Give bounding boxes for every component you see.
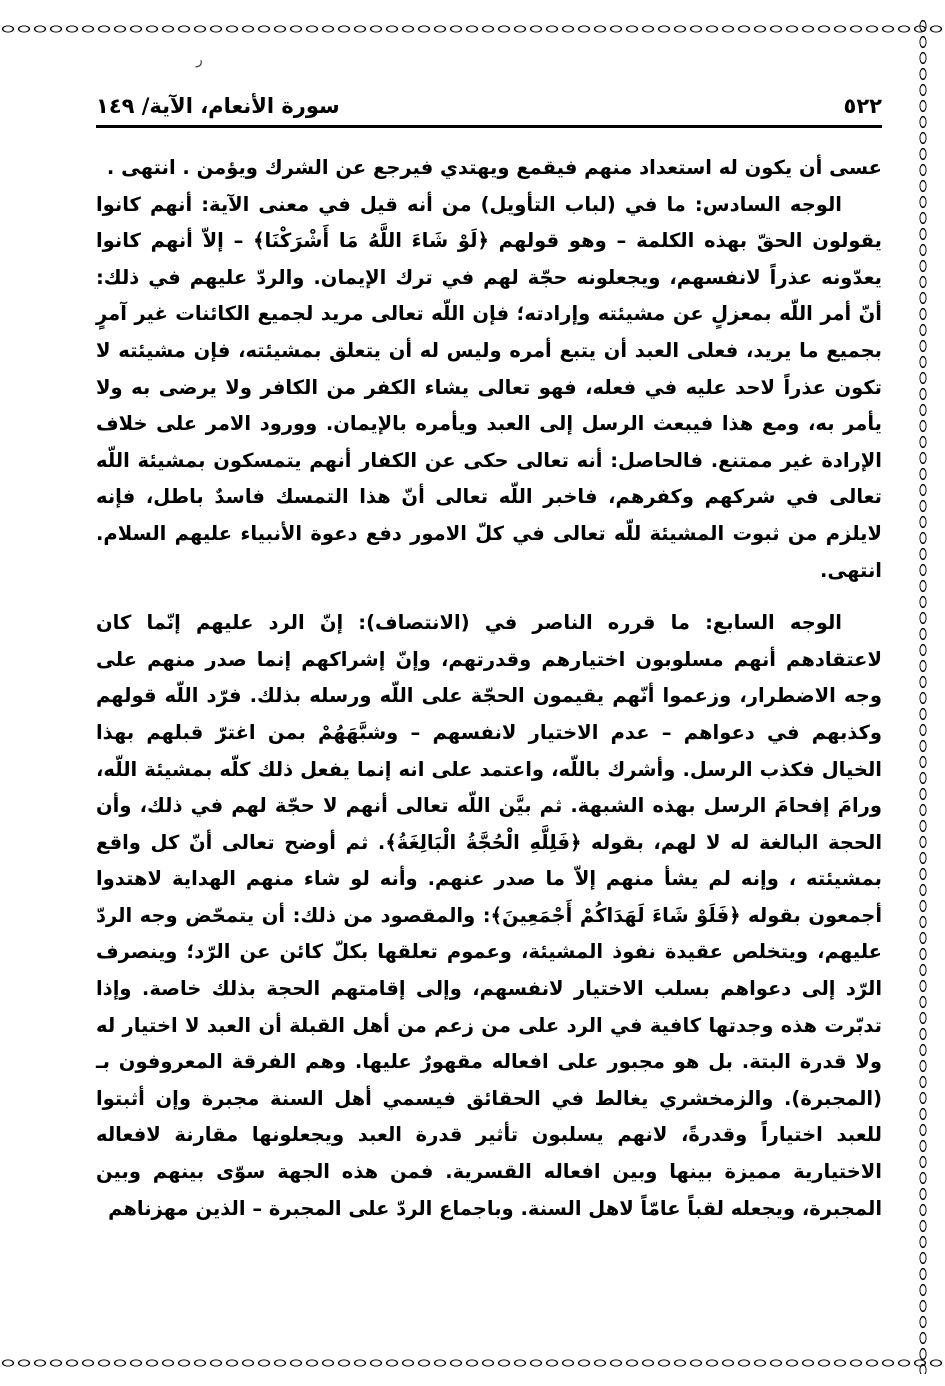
ornamental-border-bottom xyxy=(0,1352,945,1374)
ornamental-border-top xyxy=(0,18,945,40)
ornamental-border-right xyxy=(915,18,931,1374)
stray-mark: ر xyxy=(196,52,203,68)
paragraph-sixth-aspect: الوجه السادس: ما في (لباب التأويل) من أنه قيل في معنى الآية: أنهم كانوا يقولون الحقّ بهذه الكلمة – وهو قولهم ﴿لَوْ شَاءَ اللَّهُ مَا أَشْرَكْنَا﴾ – إلاّ أنهم كانوا يعدّونه عذراً لانفسهم، ويجعلونه حجّة لهم في ترك الإيمان. والردّ عليهم في ذلك: أنّ أمر اللّه بمعزلٍ عن مشيئته وإرادته؛ فإن اللّه تعالى مريد لجميع الكائنات غير آمرٍ بجميع ما يريد، فعلى العبد أن يتبع أمره وليس له أن يتعلق بمشيئته، فإن مشيئته لا تكون عذراً لاحد عليه في فعله، فهو تعالى يشاء الكفر من الكافر ولا يرضى به ولا يأمر به، ومع هذا فيبعث الرسل إلى العبد ويأمره بالإيمان. وورود الامر على خلاف الإرادة غير ممتنع. فالحاصل: أنه تعالى حكى عن الكفار أنهم يتمسكون بمشيئة اللّه تعالى في شركهم وكفرهم، فاخبر اللّه تعالى أنّ هذا التمسك فاسدٌ باطل، فإنه لايلزم من ثبوت المشيئة للّه تعالى في كلّ الامور دفع دعوة الأنبياء عليهم السلام. انتهى. xyxy=(96,192,882,582)
page-header xyxy=(96,86,882,126)
paragraph-seventh-aspect: الوجه السابع: ما قرره الناصر في (الانتصاف): إنّ الرد عليهم إنّما كان لاعتقادهم أنهم مسلوبون اختيارهم وقدرتهم، وإنّ إشراكهم إنما صدر منهم على وجه الاضطرار، وزعموا أنّهم يقيمون الحجّة على اللّه ورسله بذلك. فرّد اللّه قولهم وكذبهم في دعواهم – عدم الاختيار لانفسهم – وشبَّهَهُمْ بمن اغترّ قبلهم بهذا الخيال فكذب الرسل. وأشرك باللّه، واعتمد على انه إنما يفعل ذلك كلّه بمشيئة اللّه، ورامَ إفحامَ الرسل بهذه الشبهة. ثم بيَّن اللّه تعالى أنهم لا حجّة لهم في ذلك، وأن الحجة البالغة له لا لهم، بقوله ﴿فَلِلَّهِ الْحُجَّةُ الْبَالِغَةُ﴾. ثم أوضح تعالى أنّ كل واقع بمشيئته ، وإنه لم يشأ منهم إلاّ ما صدر عنهم. وأنه لو شاء منهم الهداية لاهتدوا أجمعون بقوله ﴿فَلَوْ شَاءَ لَهَدَاكُمْ أَجْمَعِينَ﴾: والمقصود من ذلك: أن يتمحّض وجه الردّ عليهم، ويتخلص عقيدة نفوذ المشيئة، وعموم تعلقها بكلّ كائن عن الرّد؛ وينصرف الرّد إلى دعواهم بسلب الاختيار لانفسهم، وإلى إقامتهم الحجة بذلك خاصة. وإذا تدبّرت هذه وجدتها كافية في الرد على من زعم من أهل القبلة أن العبد لا اختيار له ولا قدرة البتة. بل هو مجبور على افعاله مقهورٌ عليها. وهم الفرقة المعروفون بـ (المجبرة). والزمخشري يغالط في الحقائق فيسمي أهل السنة مجبرة وإن أثبتوا للعبد اختياراً وقدرةً، لانهم يسلبون تأثير قدرة العبد ويجعلونها مقارنة لافعاله الاختيارية مميزة بينها وبين افعاله القسرية. فمن هذه الجهة سوّى بينهم وبين المجبرة، ويجعله لقباً عامّاً لاهل السنة. وباجماع الردّ على المجبرة – الذين مهزناهم xyxy=(96,611,882,1220)
page-number: ٥٢٢ xyxy=(843,94,882,118)
paragraph-continuation: عسى أن يكون له استعداد منهم فيقمع ويهتدي فيرجع عن الشرك ويؤمن . انتهى . xyxy=(106,156,882,179)
running-title: سورة الأنعام، الآية/ ١٤٩ xyxy=(96,94,340,118)
header-rule xyxy=(96,125,882,128)
body-text xyxy=(96,150,882,1227)
